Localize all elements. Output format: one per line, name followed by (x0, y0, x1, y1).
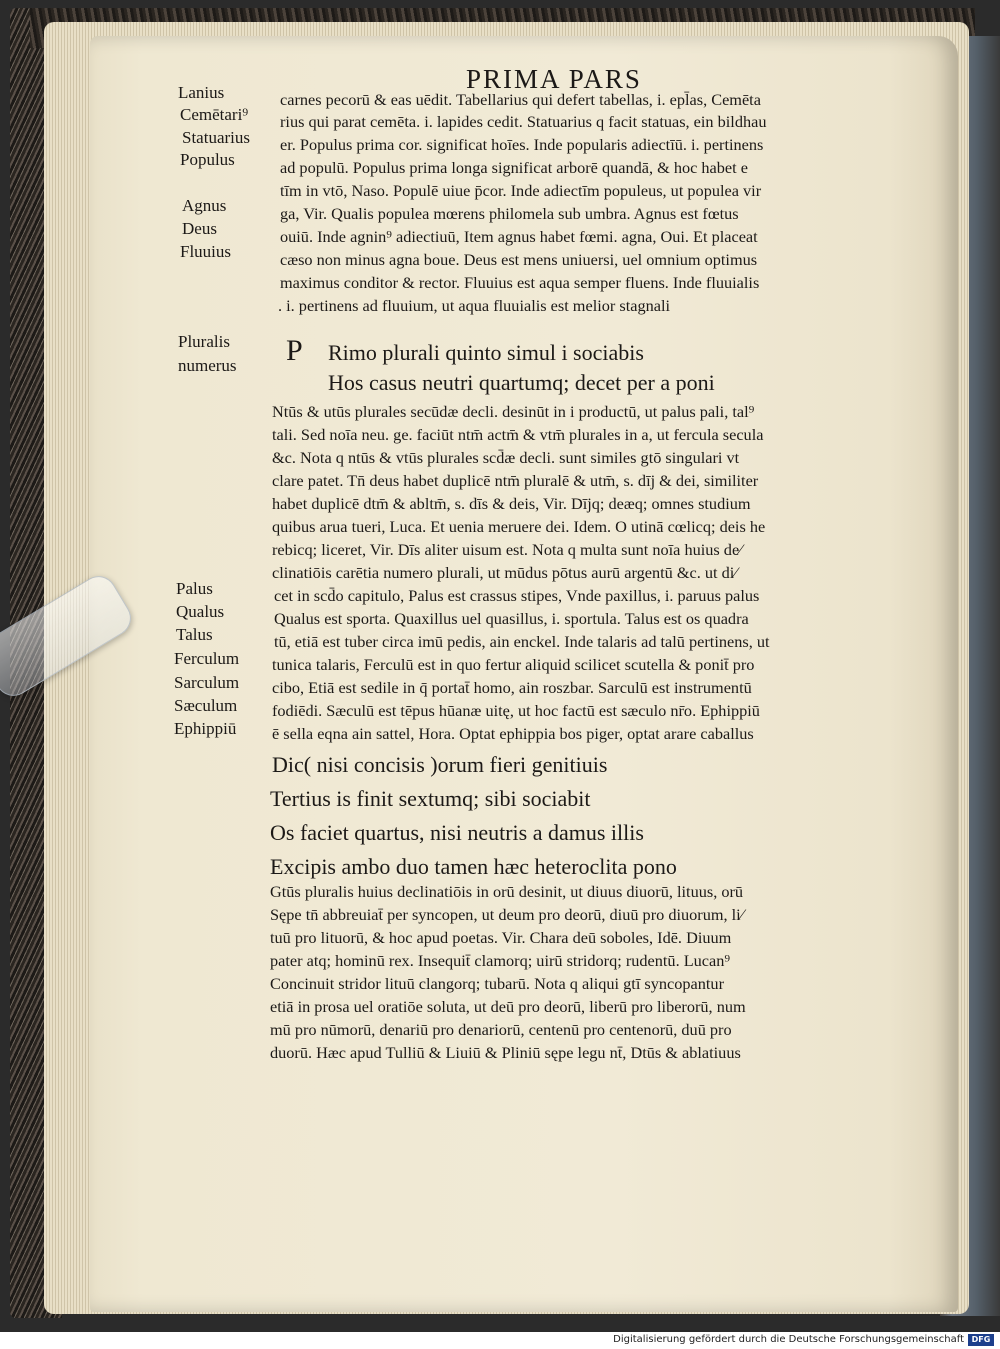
text-line: Ntūs & utūs plurales secūdæ decli. desinūt in i productū, ut palus pali, tal⁹ (272, 402, 755, 421)
text-line: ē sella eqna ain sattel, Hora. Optat ephippia bos piger, optat arare caballus (272, 724, 754, 743)
text-line: . i. pertinens ad fluuium, ut aqua fluuialis est melior stagnali (278, 296, 671, 315)
text-line: tuū pro lituorū, & hoc apud poetas. Vir. Chara deū soboles, Idē. Diuum (270, 928, 732, 947)
text-line: carnes pecorū & eas uēdit. Tabellarius qui defert tabellas, i. epl̄as, Cemēta (280, 90, 761, 109)
text-line: habet duplicē dtm̄ & abltm̄, s. dīs & deis, Vir. Dījq; deæq; omnes studium (272, 494, 751, 513)
footer-credit-text: Digitalisierung gefördert durch die Deutsche Forschungsgemeinschaft (613, 1334, 964, 1345)
verse-line: Os faciet quartus, nisi neutris a damus illis (270, 820, 644, 845)
text-line: Qualus est sporta. Quaxillus uel quasillus, i. sportula. Talus est os quadra (274, 609, 749, 628)
verse-line: Hos casus neutri quartumq; decet per a poni (328, 370, 715, 395)
text-line: cæso non minus agna boue. Deus est mens uniuersi, uel omnium optimus (280, 250, 758, 269)
text-line: pater atq; hominū rex. Insequit̄ clamorq; uirū stridorq; rudentū. Lucan⁹ (270, 951, 731, 970)
text-line: mū pro nūmorū, denariū pro denariorū, centenū pro centenorū, duū pro (270, 1020, 732, 1039)
text-line: er. Populus prima cor. significat hoīes. Inde popularis adiectīū. i. pertinens (280, 135, 764, 154)
margin-note: Ephippiū (174, 719, 237, 738)
margin-note: numerus (178, 356, 237, 375)
verse-line: Rimo plurali quinto simul i sociabis (328, 340, 644, 365)
margin-note: Sæculum (174, 696, 238, 715)
verse-line: Tertius is finit sextumq; sibi sociabit (270, 786, 591, 811)
text-line: cet in scd̄o capitulo, Palus est crassus stipes, Vnde paxillus, i. paruus palus (274, 586, 760, 605)
margin-note: Sarculum (174, 673, 240, 692)
text-line: fodiēdi. Sæculū est tēpus hūanæ uitę, ut hoc factū est sæculo nr̄o. Ephippiū (272, 701, 760, 720)
book-page (90, 36, 958, 1312)
margin-note: Populus (180, 150, 235, 169)
text-line: &c. Nota q ntūs & vtūs plurales scd̄æ decli. sunt similes gtō singulari vt (272, 448, 740, 467)
verse-line: Dic( nisi concisis )orum fieri genitiuis (272, 752, 608, 777)
text-line: etiā in prosa uel oratiōe soluta, ut deū pro deorū, liberū pro liberorū, num (270, 997, 746, 1016)
text-line: tali. Sed noīa neu. ge. faciūt ntm̄ actm̄ & vtm̄ plurales in a, ut fercula secula (272, 425, 764, 444)
text-line: maximus conditor & rector. Fluuius est aqua semper fluens. Inde fluuialis (280, 273, 760, 292)
margin-note: Cemētari⁹ (180, 105, 249, 124)
dfg-logo-icon: DFG (968, 1334, 994, 1346)
verse-line: Excipis ambo duo tamen hæc heteroclita pono (270, 854, 677, 879)
text-line: Sępe tn̄ abbreuiat̄ per syncopen, ut deum pro deorū, diuū pro diuorum, li⁄ (270, 905, 744, 924)
margin-note: Palus (176, 579, 213, 598)
page-header: PRIMA PARS (466, 64, 642, 94)
text-line: rius qui parat cemēta. i. lapides cedit. Statuarius q facit statuas, ein bildhau (280, 112, 767, 131)
text-line: quibus arua tueri, Luca. Et uenia meruere dei. Idem. O utinā cœlicq; deis he (272, 517, 766, 536)
margin-note: Agnus (182, 196, 227, 215)
text-line: ouiū. Inde agnin⁹ adiectiuū, Item agnus habet fœmi. agna, Oui. Et placeat (280, 227, 758, 246)
margin-note: Fluuius (180, 242, 232, 261)
text-line: duorū. Hæc apud Tulliū & Liuiū & Pliniū sępe legu nt̄, Dtūs & ablatiuus (270, 1043, 741, 1062)
text-line: ad populū. Populus prima longa significat arborē quandā, & hoc habet e (280, 158, 748, 177)
text-line: ga, Vir. Qualis populea mœrens philomela sub umbra. Agnus est fœtus (280, 204, 739, 223)
initial-letter: P (286, 334, 303, 367)
margin-note: Ferculum (174, 649, 240, 668)
text-line: Gtūs pluralis huius declinatiōis in orū desinit, ut diuus diuorū, lituus, orū (270, 882, 744, 901)
text-line: cibo, Etiā est sedile in q̄ portat̄ homo, ain roszbar. Sarculū est instrumentū (272, 678, 752, 697)
text-line: Concinuit stridor lituū clangorq; tubarū. Nota q aliqui gtī syncopantur (270, 974, 724, 993)
margin-note: Deus (182, 219, 217, 238)
text-line: tīm in vtō, Naso. Populē uiue p̄cor. Inde adiectīm populeus, ut populea vir (280, 181, 762, 200)
digitization-footer (0, 1332, 1000, 1349)
text-line: clare patet. Tn̄ deus habet duplicē ntm̄ pluralē & utm̄, s. dīj & dei, similiter (272, 471, 759, 490)
margin-note: Talus (176, 625, 213, 644)
text-line: tunica talaris, Ferculū est in quo fertur aliquid scilicet scutella & ponit̄ pro (272, 655, 755, 674)
margin-note: Lanius (178, 83, 225, 102)
text-line: tū, etiā est tuber circa imū pedis, ain enckel. Inde talaris ad talū pertinens, ut (274, 632, 770, 651)
text-line: rebicq; liceret, Vir. Dīs aliter uisum est. Nota q multa sunt noīa huius de⁄ (272, 540, 742, 559)
margin-note: Statuarius (182, 128, 250, 147)
text-line: clinatiōis carētia numero plurali, ut mūdus pōtus aurū argentū &c. ut di⁄ (272, 563, 737, 582)
margin-note: Pluralis (178, 332, 230, 351)
margin-note: Qualus (176, 602, 225, 621)
